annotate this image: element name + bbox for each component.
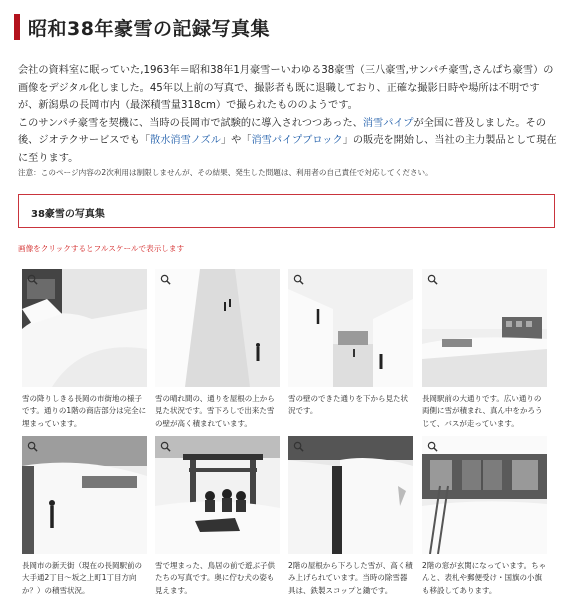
- snow-rooftop-photo-2: [155, 269, 280, 387]
- photo-card-3: [288, 269, 413, 418]
- photo-thumbnail-6[interactable]: [155, 436, 280, 554]
- zoom-icon: [427, 441, 438, 452]
- photo-card-7: [288, 436, 413, 597]
- section-title: 38豪雪の写真集: [31, 209, 105, 220]
- zoom-icon: [27, 441, 38, 452]
- photo-card-6: [155, 436, 280, 597]
- photo-thumbnail-4[interactable]: [422, 269, 547, 387]
- snow-street-photo-1: [22, 269, 147, 387]
- zoom-icon: [293, 441, 304, 452]
- photo-thumbnail-8[interactable]: [422, 436, 547, 554]
- title-accent-bar: [14, 14, 20, 40]
- station-street-photo-4: [422, 269, 547, 387]
- snow-pile-photo-7: [288, 436, 413, 554]
- photo-card-5: [22, 436, 147, 597]
- photo-thumbnail-3[interactable]: [288, 269, 413, 387]
- link-pipe-block[interactable]: 消雪パイプブロック: [251, 135, 343, 147]
- photo-thumbnail-7[interactable]: [288, 436, 413, 554]
- torii-children-photo-6: [155, 436, 280, 554]
- photo-card-1: [22, 269, 147, 430]
- zoom-icon: [427, 274, 438, 285]
- photo-caption-2: 雪の晴れ間の、通りを屋根の上から見た状況です。雪下ろしで出来た雪の壁が高く積まれています。: [155, 394, 275, 428]
- photo-caption-5: 長岡市の新天街（現在の長岡駅前の大手通2丁目〜坂之上町1丁目方向か？）の積雪状況。: [22, 561, 142, 595]
- click-hint: 画像をクリックするとフルスケールで表示します: [18, 244, 185, 253]
- link-sansui-nozzle[interactable]: 散水消雪ノズル: [150, 135, 221, 147]
- intro-paragraph-2d: 」の販売を開始し、当社の主力製品として現在に至ります。: [18, 135, 557, 164]
- photo-caption-6: 雪で埋まった、鳥居の前で遊ぶ子供たちの写真です。奥に佇む犬の姿も見えます。: [155, 561, 275, 595]
- photo-thumbnail-1[interactable]: [22, 269, 147, 387]
- photo-card-2: [155, 269, 280, 430]
- snow-wall-photo-3: [288, 269, 413, 387]
- section-header-box: [18, 194, 555, 228]
- photo-thumbnail-2[interactable]: [155, 269, 280, 387]
- photo-caption-8: 2階の窓が玄関になっています。ちゃんと、表札や郵便受け・国旗の小旗も移設してあります。: [422, 561, 547, 595]
- intro-paragraph-2c: 」や「: [220, 135, 252, 147]
- zoom-icon: [293, 274, 304, 285]
- photo-card-8: [422, 436, 547, 597]
- intro-paragraph-2b: が全国に普及しました。その後、ジオテクサービスでも「: [18, 117, 546, 147]
- photo-caption-3: 雪の壁のできた通りを下から見た状況です。: [288, 394, 408, 416]
- zoom-icon: [160, 274, 171, 285]
- zoom-icon: [160, 441, 171, 452]
- photo-card-4: [422, 269, 547, 430]
- photo-caption-1: 雪の降りしきる長岡の市街地の様子です。通りの1階の商店部分は完全に埋まっています。: [22, 394, 147, 428]
- intro-text: [18, 62, 558, 168]
- page-header: [14, 14, 558, 40]
- page-title: 昭和38年豪雪の記録写真集: [28, 17, 270, 40]
- photo-thumbnail-5[interactable]: [22, 436, 147, 554]
- second-floor-window-photo-8: [422, 436, 547, 554]
- intro-paragraph-2a: このサンパチ豪雪を契機に、当時の長岡市で試験的に導入されつつあった、: [18, 117, 363, 129]
- link-shousetsu-pipe[interactable]: 消雪パイプ: [362, 117, 414, 129]
- zoom-icon: [27, 274, 38, 285]
- intro-paragraph-1: 会社の資料室に眠っていた,1963年＝昭和38年1月豪雪ーいわゆる38豪雪（三八豪雪,サンパチ豪雪,さんぱち豪雪）の画像をデジタル化しました。45年以上前の写真で、撮影者も既に退職しており、正確な撮影日時や場所は不明ですが、新潟県の長岡市内（最深積雪量318cm）で撮られたもののようです。: [18, 65, 554, 112]
- usage-note: 注意：このページ内容の2次利用は制限しませんが、その結果、発生した問題は、利用者の自己責任で対応してください。: [18, 168, 433, 177]
- shopping-street-photo-5: [22, 436, 147, 554]
- photo-caption-7: 2階の屋根から下ろした雪が、高く積み上げられています。当時の除雪器具は、鉄製スコップと鋤です。: [288, 561, 413, 595]
- photo-caption-4: 長岡駅前の大通りです。広い通りの両側に雪が積まれ、真ん中をかろうじて、バスが走っています。: [422, 394, 543, 428]
